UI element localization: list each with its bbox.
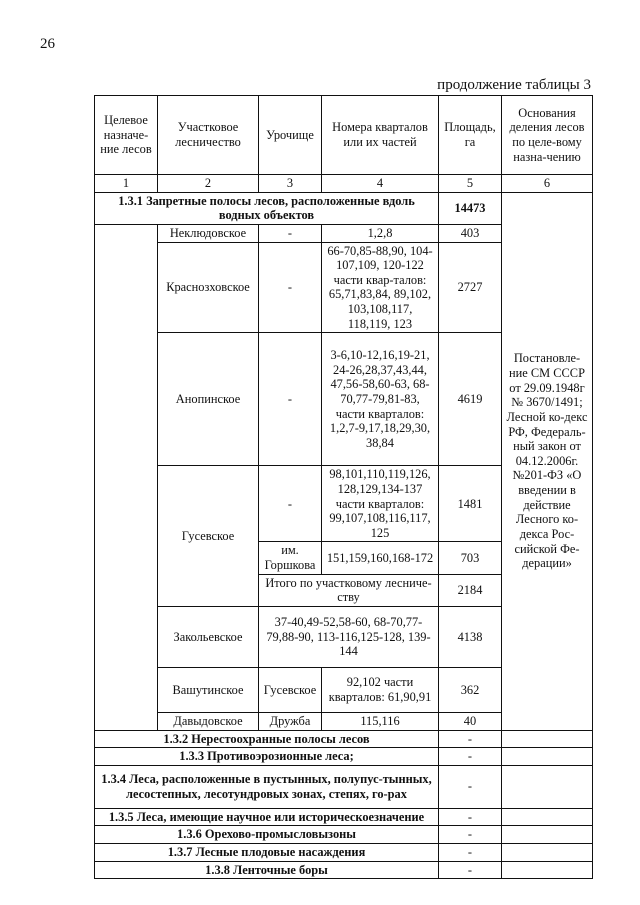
column-number: 3	[259, 175, 322, 193]
section-area: -	[439, 765, 502, 808]
quarters-cell: 37-40,49-52,58-60, 68-70,77-79,88-90, 113-116,125-128, 139-144	[259, 606, 439, 667]
section-area: -	[439, 844, 502, 862]
area-cell: 1481	[439, 466, 502, 542]
section-label: 1.3.6 Орехово-промысловызоны	[95, 826, 439, 844]
area-cell: 4619	[439, 333, 502, 466]
tract-cell: им. Горшкова	[259, 542, 322, 574]
section-area: 14473	[439, 192, 502, 224]
area-cell: 4138	[439, 606, 502, 667]
subtotal-area: 2184	[439, 574, 502, 606]
tract-cell: Дружба	[259, 712, 322, 730]
section-basis-cell	[502, 748, 593, 766]
header-tract: Урочище	[259, 96, 322, 175]
area-cell: 40	[439, 712, 502, 730]
forest-purpose-table	[94, 95, 593, 879]
quarters-cell: 92,102 части кварталов: 61,90,91	[322, 667, 439, 712]
section-label: 1.3.2 Нерестоохранные полосы лесов	[95, 730, 439, 748]
section-label: 1.3.1 Запретные полосы лесов, расположенные вдоль водных объектов	[95, 192, 439, 224]
header-quarters: Номера кварталов или их частей	[322, 96, 439, 175]
empty-purpose-cell	[95, 224, 158, 730]
section-basis-cell	[502, 861, 593, 879]
tract-cell: -	[259, 242, 322, 333]
area-cell: 403	[439, 224, 502, 242]
section-row	[95, 748, 593, 766]
legal-basis-cell: Постановле-ние СМ СССР от 29.09.1948г № 3670/1491; Лесной ко-декс РФ, Федераль-ный закон от 04.12.2006г. №201-ФЗ «О введении в действие Лесного ко-декса Рос-сийской Фе-дерации»	[502, 192, 593, 730]
quarters-cell: 1,2,8	[322, 224, 439, 242]
district-cell: Анопинское	[158, 333, 259, 466]
header-area: Площадь, га	[439, 96, 502, 175]
table-continuation-label: продолжение таблицы 3	[437, 77, 591, 93]
tract-cell: -	[259, 466, 322, 542]
column-numbers-row	[95, 175, 593, 193]
table-header-row	[95, 96, 593, 175]
header-purpose: Целевое назначе-ние лесов	[95, 96, 158, 175]
quarters-cell: 66-70,85-88,90, 104-107,109, 120-122 части квар-талов: 65,71,83,84, 89,102, 103,108,117, 118,119, 123	[322, 242, 439, 333]
district-cell: Гусевское	[158, 466, 259, 607]
quarters-cell: 3-6,10-12,16,19-21, 24-26,28,37,43,44, 47,56-58,60-63, 68-70,77-79,81-83, части кварталов: 1,2,7-9,17,18,29,30, 38,84	[322, 333, 439, 466]
area-cell: 703	[439, 542, 502, 574]
district-cell: Закольевское	[158, 606, 259, 667]
section-label: 1.3.4 Леса, расположенные в пустынных, полупус-тынных, лесостепных, лесотундровых зонах, степях, го-рах	[95, 765, 439, 808]
column-number: 1	[95, 175, 158, 193]
column-number: 6	[502, 175, 593, 193]
section-area: -	[439, 730, 502, 748]
district-cell: Неклюдовское	[158, 224, 259, 242]
header-basis: Основания деления лесов по целе-вому назна-чению	[502, 96, 593, 175]
section-label: 1.3.5 Леса, имеющие научное или историческоезначение	[95, 808, 439, 826]
section-basis-cell	[502, 844, 593, 862]
quarters-cell: 98,101,110,119,126, 128,129,134-137 части кварталов: 99,107,108,116,117, 125	[322, 466, 439, 542]
quarters-cell: 115,116	[322, 712, 439, 730]
section-area: -	[439, 748, 502, 766]
tract-cell: Гусевское	[259, 667, 322, 712]
column-number: 2	[158, 175, 259, 193]
area-cell: 2727	[439, 242, 502, 333]
section-row	[95, 765, 593, 808]
section-row	[95, 192, 593, 224]
header-district: Участковое лесничество	[158, 96, 259, 175]
section-row	[95, 861, 593, 879]
column-number: 5	[439, 175, 502, 193]
section-area: -	[439, 861, 502, 879]
area-cell: 362	[439, 667, 502, 712]
district-cell: Вашутинское	[158, 667, 259, 712]
section-row	[95, 808, 593, 826]
section-row	[95, 730, 593, 748]
section-basis-cell	[502, 808, 593, 826]
section-label: 1.3.7 Лесные плодовые насаждения	[95, 844, 439, 862]
section-label: 1.3.3 Противоэрозионные леса;	[95, 748, 439, 766]
district-cell: Давыдовское	[158, 712, 259, 730]
section-row	[95, 844, 593, 862]
tract-cell: -	[259, 224, 322, 242]
page-number: 26	[40, 36, 55, 52]
section-row	[95, 826, 593, 844]
section-label: 1.3.8 Ленточные боры	[95, 861, 439, 879]
section-basis-cell	[502, 765, 593, 808]
district-cell: Краснозховское	[158, 242, 259, 333]
section-area: -	[439, 826, 502, 844]
subtotal-label: Итого по участковому лесниче-ству	[259, 574, 439, 606]
section-area: -	[439, 808, 502, 826]
section-basis-cell	[502, 826, 593, 844]
tract-cell: -	[259, 333, 322, 466]
section-basis-cell	[502, 730, 593, 748]
column-number: 4	[322, 175, 439, 193]
quarters-cell: 151,159,160,168-172	[322, 542, 439, 574]
